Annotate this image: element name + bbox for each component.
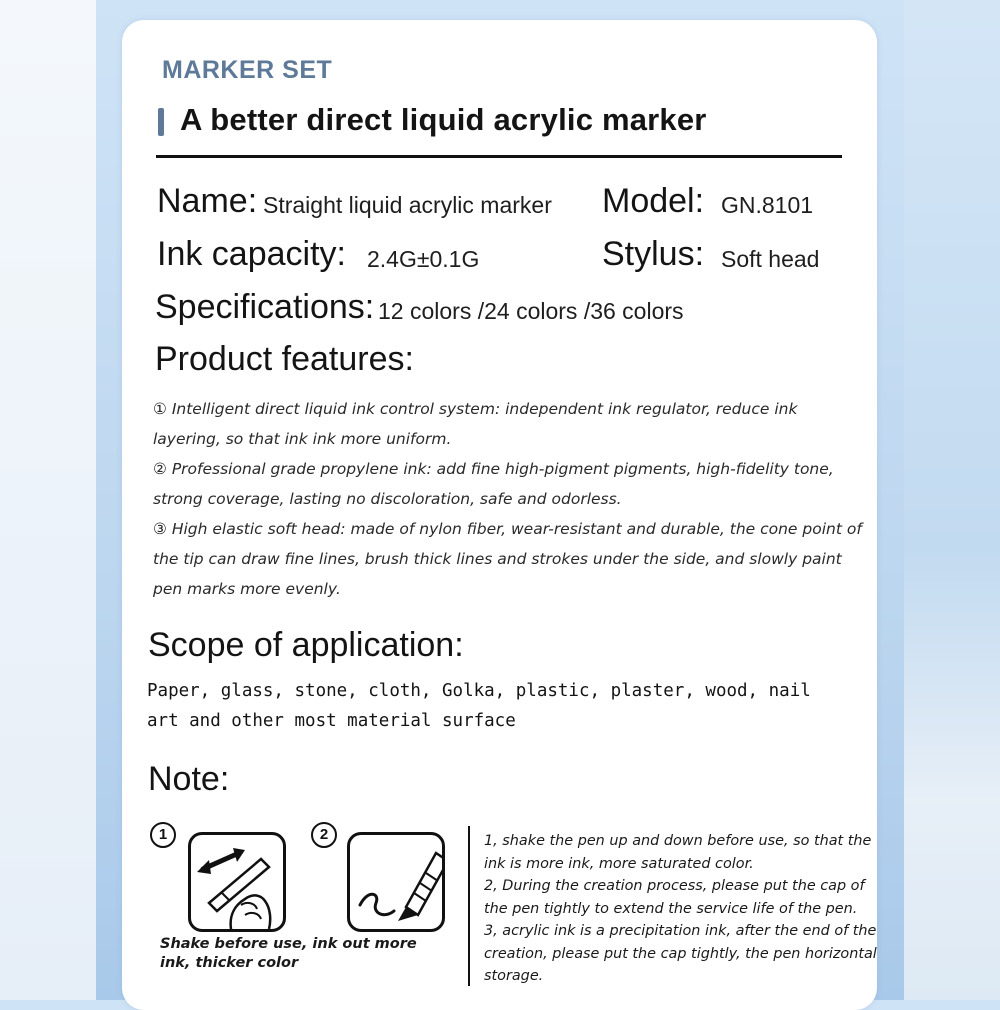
note-item: 2, During the creation process, please put the cap of the pen tightly to extend the service life of the pen. [484, 878, 865, 917]
page-title: A better direct liquid acrylic marker [180, 102, 707, 137]
name-value: Straight liquid acrylic marker [263, 192, 552, 218]
step-1-number: 1 [150, 822, 176, 848]
product-features-list [153, 394, 868, 604]
ink-capacity-label: Ink capacity: [157, 235, 346, 273]
step-2-number: 2 [311, 822, 337, 848]
name-label: Name: [157, 182, 258, 220]
background-left-edge [0, 0, 96, 1000]
scope-title: Scope of application: [148, 626, 464, 664]
product-info-card [122, 20, 877, 1010]
model-label: Model: [602, 182, 705, 220]
note-divider [468, 826, 470, 986]
background-right-edge [904, 0, 1000, 1000]
stylus-value: Soft head [721, 246, 820, 272]
model-value: GN.8101 [721, 192, 814, 218]
note-item: 1, shake the pen up and down before use, so that the ink is more ink, more saturated color. [484, 833, 872, 872]
ink-capacity-value: 2.4G±0.1G [367, 246, 480, 272]
note-list [484, 830, 884, 988]
accent-bar [158, 108, 164, 136]
product-features-title: Product features: [155, 340, 414, 378]
specifications-label: Specifications: [155, 288, 375, 326]
illustration-caption: Shake before use, ink out more ink, thicker color [160, 936, 417, 971]
feature-item: ② Professional grade propylene ink: add fine high-pigment pigments, high-fidelity tone, strong coverage, lasting no discoloration, safe and odorless. [153, 460, 834, 508]
feature-item: ③ High elastic soft head: made of nylon fiber, wear-resistant and durable, the cone point of the tip can draw fine lines, brush thick lines and strokes under the side, and slowly paint pen marks more evenly. [153, 520, 862, 598]
note-title: Note: [148, 760, 230, 798]
scope-text: Paper, glass, stone, cloth, Golka, plastic, plaster, wood, nail art and other most material surface [147, 681, 811, 731]
specifications-value: 12 colors /24 colors /36 colors [378, 298, 684, 324]
shake-pen-hand-icon [188, 832, 286, 932]
stylus-label: Stylus: [602, 235, 705, 273]
pen-tip-squiggle-icon [347, 832, 445, 932]
section-kicker: MARKER SET [162, 56, 333, 84]
feature-item: ① Intelligent direct liquid ink control system: independent ink regulator, reduce ink layering, so that ink ink more uniform. [153, 400, 798, 448]
title-divider [156, 155, 842, 158]
note-item: 3, acrylic ink is a precipitation ink, after the end of the creation, please put the cap tightly, the pen horizontal storage. [484, 923, 877, 984]
